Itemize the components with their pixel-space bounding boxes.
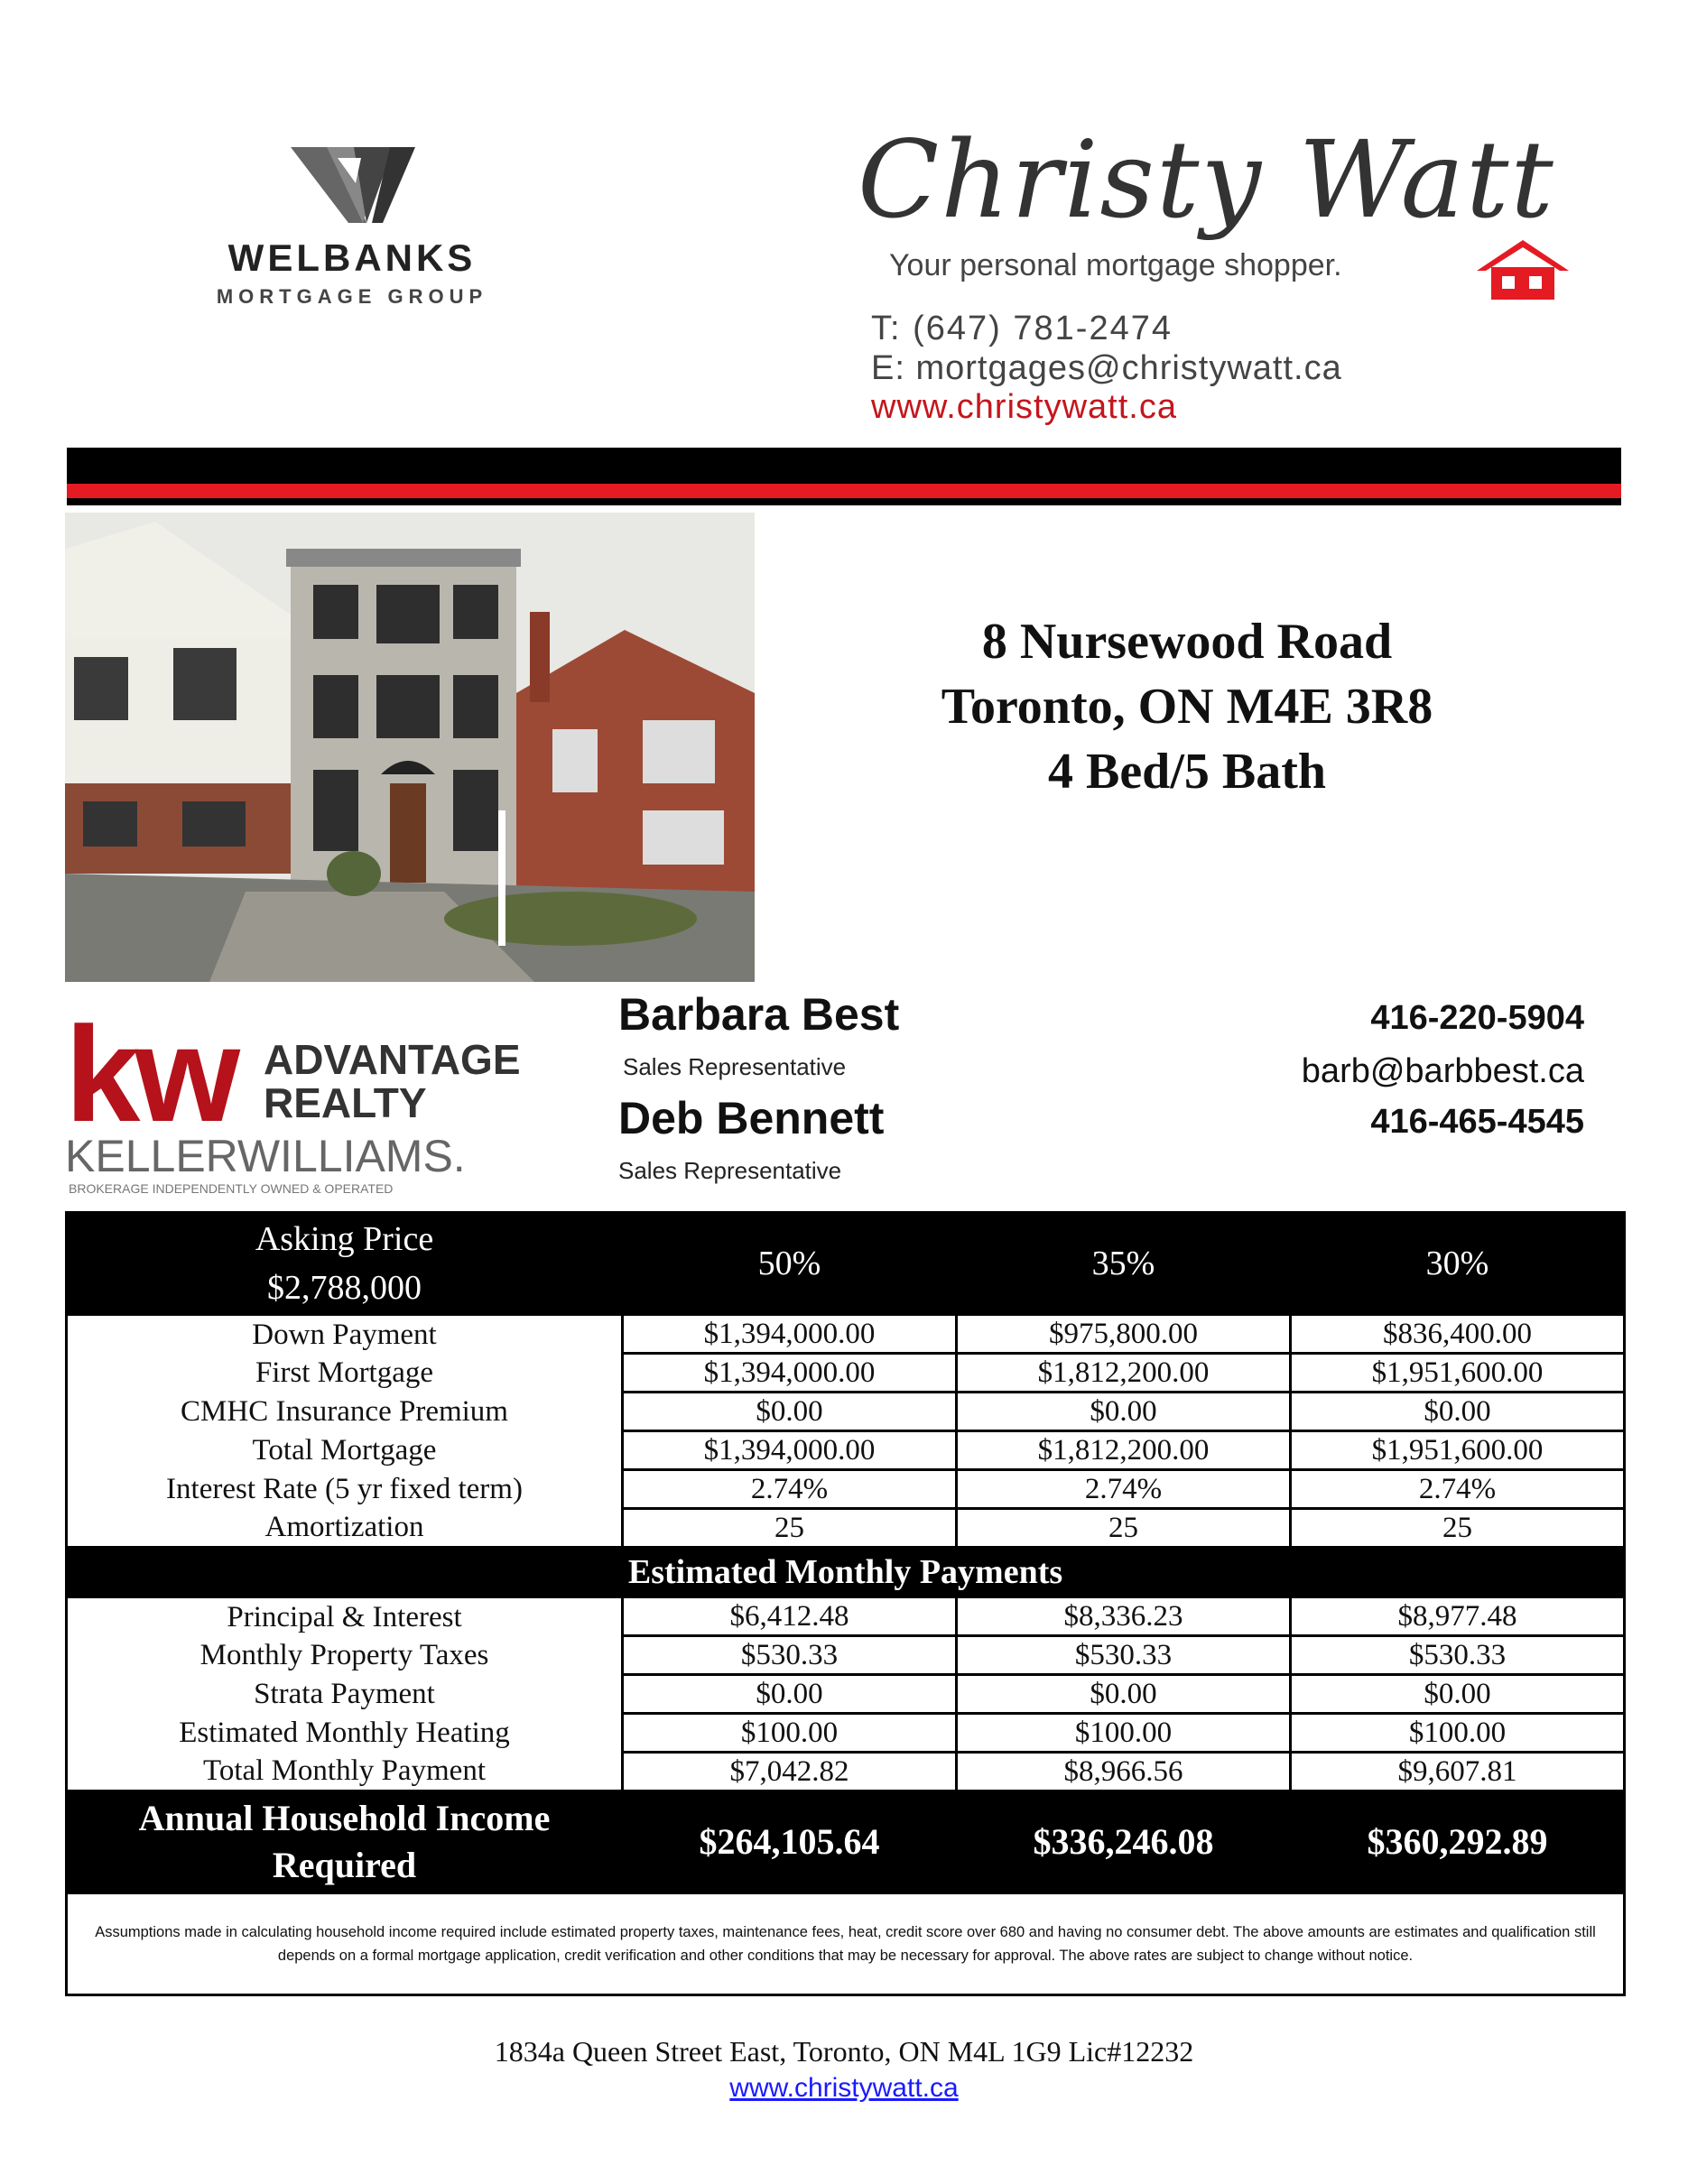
brokerage-note: BROKERAGE INDEPENDENTLY OWNED & OPERATED [69, 1181, 394, 1196]
divider-thin [67, 498, 1621, 505]
address-line1: 8 Nursewood Road [981, 614, 1393, 670]
column-header: 30% [1291, 1213, 1625, 1315]
table-cell: $8,966.56 [957, 1753, 1291, 1791]
agent-phone-1[interactable]: 416-220-5904 [1370, 999, 1584, 1037]
row-label: Down Payment [67, 1315, 623, 1354]
broker-tagline: Your personal mortgage shopper. [889, 248, 1342, 282]
property-address [794, 609, 1580, 804]
income-row [67, 1791, 1625, 1893]
agent-name-1: Barbara Best [618, 989, 900, 1040]
table-row [67, 1714, 1625, 1753]
broker-website[interactable]: www.christywatt.ca [871, 388, 1177, 426]
table-cell: $1,812,200.00 [957, 1354, 1291, 1393]
table-cell: $1,951,600.00 [1291, 1431, 1625, 1470]
table-row [67, 1431, 1625, 1470]
divider-red [67, 484, 1621, 498]
row-label: Amortization [67, 1509, 623, 1548]
mortgage-table [65, 1211, 1623, 2031]
table-cell: 25 [1291, 1509, 1625, 1548]
table-cell: 25 [957, 1509, 1291, 1548]
house-icon [1473, 236, 1572, 301]
column-header: 50% [623, 1213, 957, 1315]
row-label: Total Mortgage [67, 1431, 623, 1470]
row-label: Interest Rate (5 yr fixed term) [67, 1470, 623, 1509]
row-label: Strata Payment [67, 1675, 623, 1714]
table-cell: $0.00 [1291, 1675, 1625, 1714]
income-label-line2: Required [272, 1845, 417, 1885]
table-cell: $9,607.81 [1291, 1753, 1625, 1791]
realty-text: REALTY [264, 1079, 427, 1126]
welbanks-subtitle: MORTGAGE GROUP [216, 285, 488, 308]
monthly-payments-title: Estimated Monthly Payments [67, 1548, 1625, 1597]
table-cell: 2.74% [957, 1470, 1291, 1509]
table-cell: $530.33 [1291, 1636, 1625, 1675]
disclaimer-text: Assumptions made in calculating household income required include estimated property taxes, maintenance fees, heat, credit score over 680 and having no consumer debt. The above amounts are estimates and qualification still depends on a formal mortgage application, credit verification and other conditions that may be necessary for approval. The above rates are subject to change without notice. [67, 1893, 1625, 1995]
table-row [67, 1393, 1625, 1431]
table-cell: $530.33 [957, 1636, 1291, 1675]
row-label: Monthly Property Taxes [67, 1636, 623, 1675]
agent-email[interactable]: barb@barbbest.ca [1301, 1052, 1584, 1090]
table-cell: $0.00 [957, 1675, 1291, 1714]
income-value: $336,246.08 [957, 1791, 1291, 1893]
table-header-row [67, 1213, 1625, 1315]
agent-phone-2[interactable]: 416-465-4545 [1370, 1103, 1584, 1141]
table-row [67, 1354, 1625, 1393]
table-cell: $530.33 [623, 1636, 957, 1675]
table-cell: 2.74% [623, 1470, 957, 1509]
table-row [67, 1509, 1625, 1548]
table-row [67, 1597, 1625, 1636]
table-cell: $1,394,000.00 [623, 1431, 957, 1470]
table-row [67, 1315, 1625, 1354]
footer-address: 1834a Queen Street East, Toronto, ON M4L 1G9 Lic#12232 [494, 2035, 1194, 2068]
income-label-cell [67, 1791, 623, 1893]
table-row [67, 1636, 1625, 1675]
welbanks-name: WELBANKS [227, 236, 477, 279]
divider-black [67, 448, 1621, 484]
row-label: Total Monthly Payment [67, 1753, 623, 1791]
table-cell: $100.00 [1291, 1714, 1625, 1753]
broker-phone: T: (647) 781-2474 [871, 310, 1173, 347]
table-cell: $1,394,000.00 [623, 1354, 957, 1393]
income-label-line1: Annual Household Income [138, 1798, 551, 1838]
asking-price-value: $2,788,000 [267, 1269, 422, 1307]
asking-price-cell [67, 1213, 623, 1315]
agent-title-1: Sales Representative [623, 1053, 847, 1080]
table-cell: $0.00 [957, 1393, 1291, 1431]
table-row [67, 1470, 1625, 1509]
property-details: 4 Bed/5 Bath [1047, 744, 1327, 800]
asking-price-label: Asking Price [255, 1220, 434, 1258]
table-cell: $7,042.82 [623, 1753, 957, 1791]
agent-title-2: Sales Representative [618, 1157, 842, 1184]
address-line2: Toronto, ON M4E 3R8 [941, 679, 1433, 735]
property-photo [65, 513, 755, 982]
table-cell: $6,412.48 [623, 1597, 957, 1636]
income-value: $360,292.89 [1291, 1791, 1625, 1893]
table-cell: $1,394,000.00 [623, 1315, 957, 1354]
table-cell: $8,977.48 [1291, 1597, 1625, 1636]
footer-website-link[interactable]: www.christywatt.ca [729, 2073, 959, 2103]
table-row [67, 1675, 1625, 1714]
agent-name-2: Deb Bennett [618, 1093, 885, 1143]
section-header-row [67, 1548, 1625, 1597]
table-cell: $836,400.00 [1291, 1315, 1625, 1354]
table-cell: $975,800.00 [957, 1315, 1291, 1354]
column-header: 35% [957, 1213, 1291, 1315]
table-cell: $1,951,600.00 [1291, 1354, 1625, 1393]
table-cell: $0.00 [623, 1393, 957, 1431]
row-label: Principal & Interest [67, 1597, 623, 1636]
table-cell: $0.00 [1291, 1393, 1625, 1431]
table-cell: $100.00 [623, 1714, 957, 1753]
broker-name-logo: Christy Watt [858, 117, 1555, 242]
kw-letters: kw [65, 998, 236, 1150]
table-cell: 25 [623, 1509, 957, 1548]
table-cell: $1,812,200.00 [957, 1431, 1291, 1470]
table-cell: $0.00 [623, 1675, 957, 1714]
advantage-text: ADVANTAGE [264, 1036, 521, 1083]
table-row [67, 1753, 1625, 1791]
table-cell: $8,336.23 [957, 1597, 1291, 1636]
table-cell: $100.00 [957, 1714, 1291, 1753]
income-value: $264,105.64 [623, 1791, 957, 1893]
kellerwilliams-text: KELLERWILLIAMS. [65, 1131, 466, 1181]
disclaimer-row [67, 1893, 1625, 1995]
row-label: First Mortgage [67, 1354, 623, 1393]
table-cell: 2.74% [1291, 1470, 1625, 1509]
broker-email[interactable]: E: mortgages@christywatt.ca [871, 349, 1342, 387]
row-label: CMHC Insurance Premium [67, 1393, 623, 1431]
kw-advantage-realty-logo [65, 998, 521, 1205]
row-label: Estimated Monthly Heating [67, 1714, 623, 1753]
